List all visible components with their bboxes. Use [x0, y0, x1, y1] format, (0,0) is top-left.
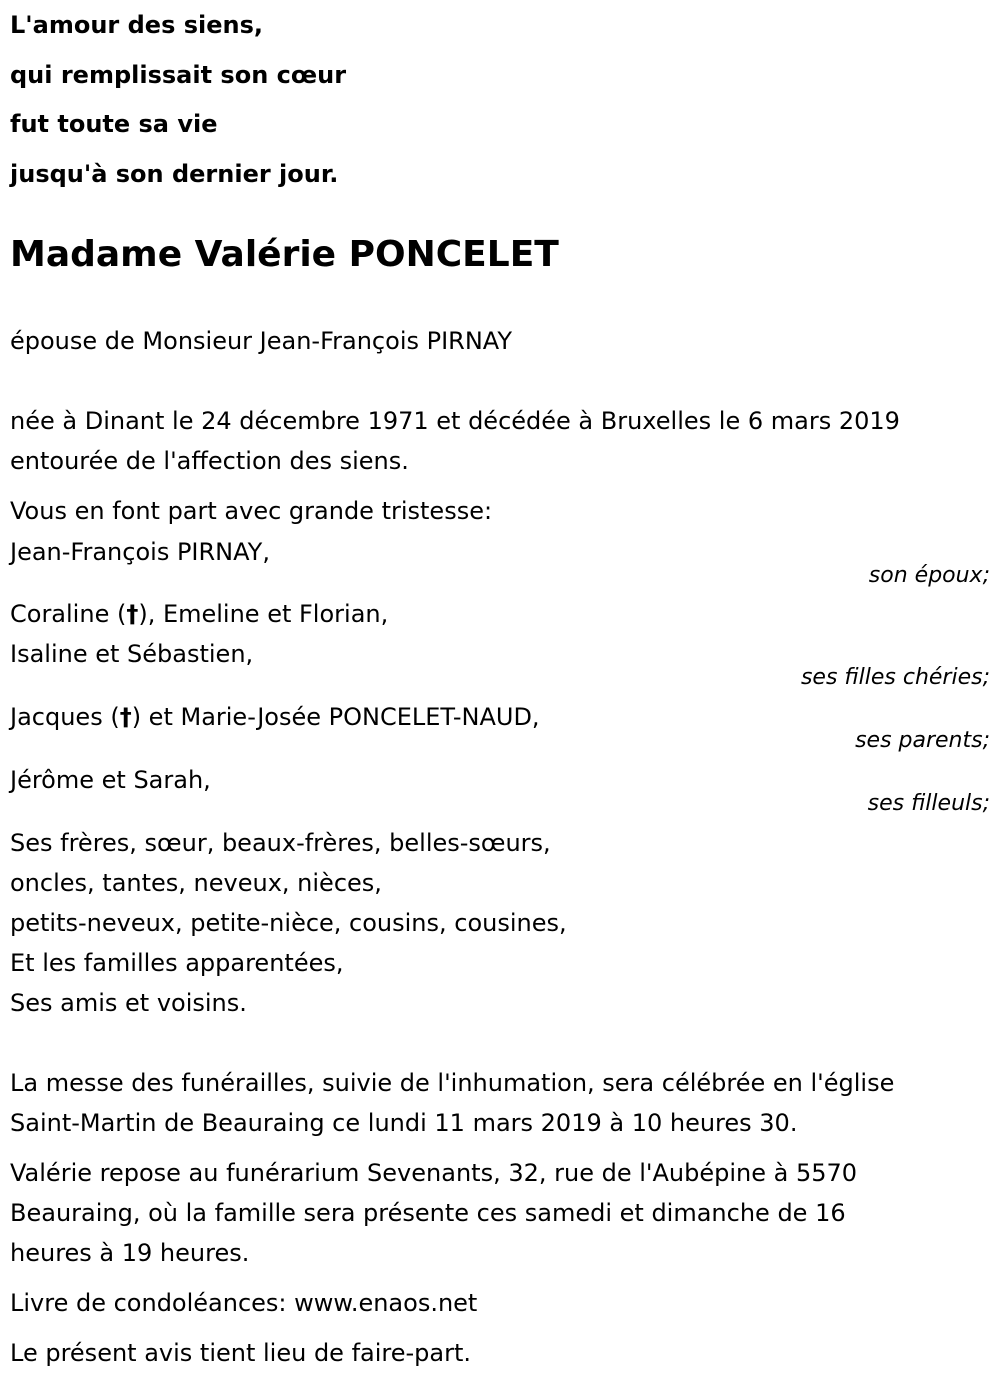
family-parents-line: Jacques (†) et Marie-Josée PONCELET-NAUD,	[10, 703, 540, 731]
relatives-line-5: Ses amis et voisins.	[10, 989, 247, 1017]
epitaph-line-2: qui remplissait son cœur	[10, 61, 347, 89]
family-godchildren-line: Jérôme et Sarah,	[10, 766, 211, 794]
relatives-line-1: Ses frères, sœur, beaux-frères, belles-sœurs,	[10, 829, 551, 857]
spouse-line: épouse de Monsieur Jean-François PIRNAY	[10, 327, 513, 355]
funeral-line-1: La messe des funérailles, suivie de l'inhumation, sera célébrée en l'église	[10, 1069, 895, 1097]
epitaph-line-4: jusqu'à son dernier jour.	[10, 160, 339, 188]
birth-death-line-2: entourée de l'affection des siens.	[10, 447, 409, 475]
family-daughters-relation: ses filles chéries;	[800, 665, 990, 690]
birth-death-line-1: née à Dinant le 24 décembre 1971 et décédée à Bruxelles le 6 mars 2019	[10, 407, 900, 435]
family-parents-relation: ses parents;	[855, 728, 990, 753]
relatives-line-4: Et les familles apparentées,	[10, 949, 344, 977]
relatives-line-3: petits-neveux, petite-nièce, cousins, cousines,	[10, 909, 567, 937]
funeral-line-2: Saint-Martin de Beauraing ce lundi 11 mars 2019 à 10 heures 30.	[10, 1109, 798, 1137]
repose-line-2: Beauraing, où la famille sera présente ces samedi et dimanche de 16	[10, 1199, 846, 1227]
repose-line-3: heures à 19 heures.	[10, 1239, 250, 1267]
closing-line: Le présent avis tient lieu de faire-part.	[10, 1339, 472, 1367]
relatives-line-2: oncles, tantes, neveux, nièces,	[10, 869, 382, 897]
family-spouse-name: Jean-François PIRNAY,	[10, 538, 270, 566]
condolences-line: Livre de condoléances: www.enaos.net	[10, 1289, 478, 1317]
family-godchildren-relation: ses filleuls;	[867, 791, 990, 816]
repose-line-1: Valérie repose au funérarium Sevenants, 32, rue de l'Aubépine à 5570	[10, 1159, 858, 1187]
announcement-intro: Vous en font part avec grande tristesse:	[10, 497, 493, 525]
deceased-name: Madame Valérie PONCELET	[10, 234, 559, 275]
cross-icon: †	[126, 600, 139, 628]
cross-icon: †	[119, 703, 132, 731]
family-spouse-relation: son époux;	[868, 563, 990, 588]
obituary-notice	[10, 0, 990, 1387]
epitaph-line-3: fut toute sa vie	[10, 110, 218, 138]
epitaph-line-1: L'amour des siens,	[10, 11, 263, 39]
family-daughters-line-2: Isaline et Sébastien,	[10, 640, 254, 668]
family-daughters-line-1: Coraline (†), Emeline et Florian,	[10, 600, 389, 628]
